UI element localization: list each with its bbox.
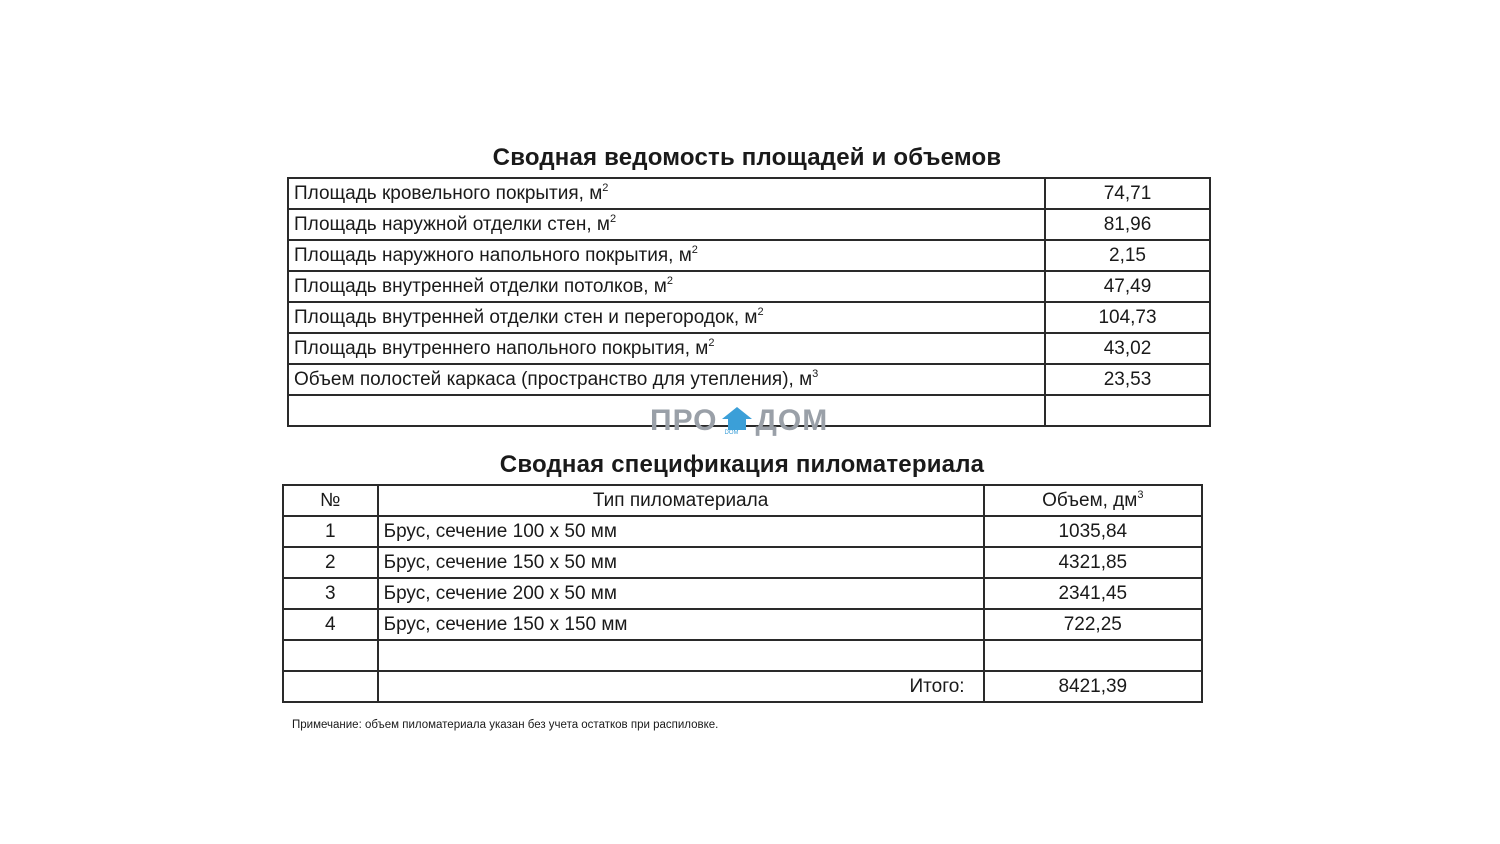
area-label: Площадь наружной отделки стен, $м^2$ (288, 209, 1045, 240)
row-volume: 2341,45 (984, 578, 1202, 609)
areas-table-title: Сводная ведомость площадей и объемов (492, 144, 1002, 171)
header-volume: Объем, $дм^3$ (984, 485, 1202, 516)
row-volume: 4321,85 (984, 547, 1202, 578)
row-volume: 1035,84 (984, 516, 1202, 547)
table-row-empty (283, 640, 1202, 671)
house-icon-caption: DOM (724, 430, 739, 436)
table-row (288, 271, 1210, 302)
total-value: 8421,39 (984, 671, 1202, 702)
row-type: Брус, сечение 150 х 50 мм (378, 547, 984, 578)
watermark-left-text: ПРО (650, 404, 718, 437)
house-icon (722, 407, 752, 435)
area-value: 23,53 (1045, 364, 1210, 395)
area-label: Объем полостей каркаса (пространство для утепления), $м^3$ (288, 364, 1045, 395)
table-row (283, 516, 1202, 547)
table-row (288, 178, 1210, 209)
watermark-right-text: ДОМ (755, 404, 829, 437)
row-num: 2 (283, 547, 378, 578)
row-num: 4 (283, 609, 378, 640)
area-label: Площадь кровельного покрытия, $м^2$ (288, 178, 1045, 209)
area-label: Площадь внутреннего напольного покрытия, $м^2$ (288, 333, 1045, 364)
areas-table (287, 177, 1211, 427)
area-value: 47,49 (1045, 271, 1210, 302)
lumber-table-title: Сводная спецификация пиломатериала (499, 451, 985, 478)
row-type: Брус, сечение 200 х 50 мм (378, 578, 984, 609)
row-type: Брус, сечение 150 х 150 мм (378, 609, 984, 640)
table-row (288, 209, 1210, 240)
area-label: Площадь наружного напольного покрытия, $м^2$ (288, 240, 1045, 271)
area-label: Площадь внутренней отделки стен и перегородок, $м^2$ (288, 302, 1045, 333)
area-value: 2,15 (1045, 240, 1210, 271)
table-row (288, 302, 1210, 333)
area-value: 81,96 (1045, 209, 1210, 240)
table-row (288, 364, 1210, 395)
empty-cell (378, 640, 984, 671)
area-value: 104,73 (1045, 302, 1210, 333)
row-type: Брус, сечение 100 х 50 мм (378, 516, 984, 547)
table-row (283, 609, 1202, 640)
footnote: Примечание: объем пиломатериала указан без учета остатков при распиловке. (292, 719, 719, 731)
empty-cell (984, 640, 1202, 671)
row-num: 1 (283, 516, 378, 547)
header-num: № (283, 485, 378, 516)
empty-cell (1045, 395, 1210, 426)
empty-cell (283, 640, 378, 671)
table-row (288, 240, 1210, 271)
pro-dom-watermark (650, 404, 828, 438)
total-label: Итого: (378, 671, 984, 702)
table-header-row (283, 485, 1202, 516)
lumber-table (282, 484, 1203, 703)
empty-cell (283, 671, 378, 702)
table-row (283, 547, 1202, 578)
area-value: 43,02 (1045, 333, 1210, 364)
table-row (288, 333, 1210, 364)
table-total-row (283, 671, 1202, 702)
row-volume: 722,25 (984, 609, 1202, 640)
area-value: 74,71 (1045, 178, 1210, 209)
area-label: Площадь внутренней отделки потолков, $м^2$ (288, 271, 1045, 302)
header-type: Тип пиломатериала (378, 485, 984, 516)
row-num: 3 (283, 578, 378, 609)
table-row (283, 578, 1202, 609)
